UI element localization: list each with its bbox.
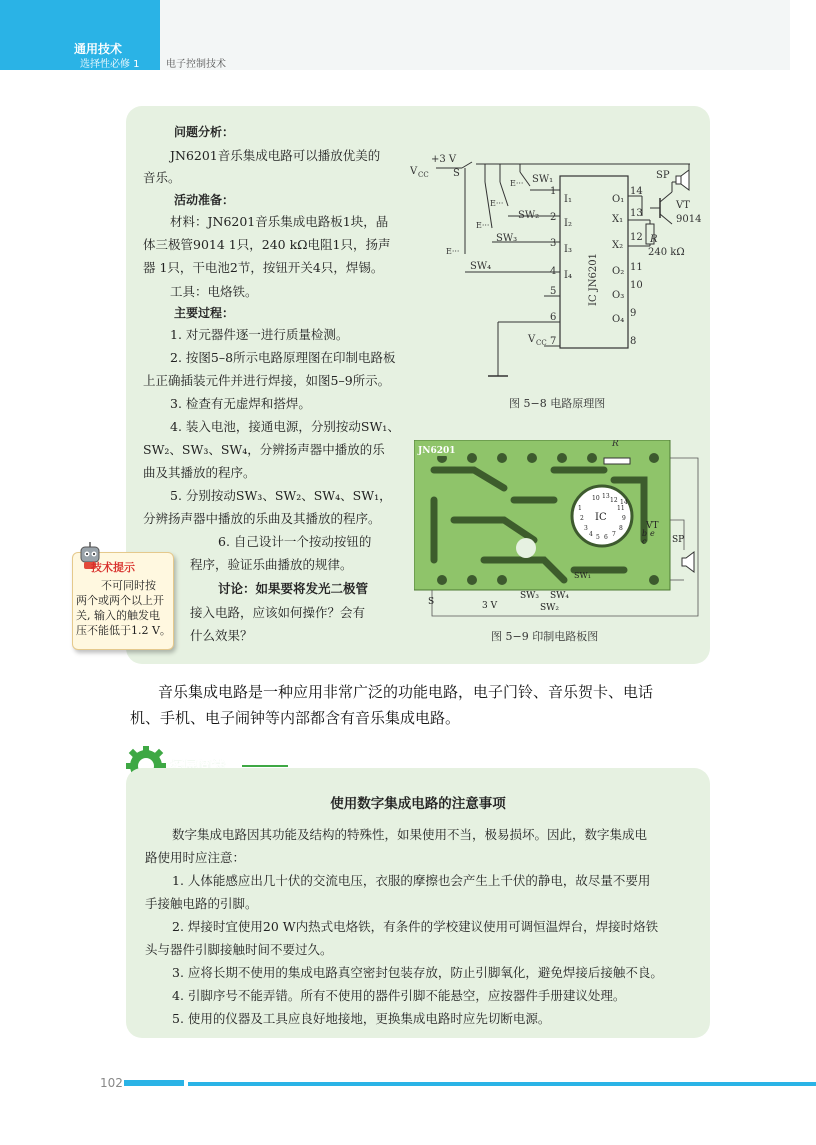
pcb-3v-label: 3 V bbox=[482, 601, 498, 611]
svg-text:O₁: O₁ bbox=[612, 194, 625, 205]
svg-text:10: 10 bbox=[630, 280, 643, 291]
svg-text:2: 2 bbox=[580, 515, 584, 522]
svg-text:1: 1 bbox=[550, 186, 557, 197]
reading-intro-1: 数字集成电路因其功能及结构的特殊性，如果使用不当，极易损坏。因此，数字集成电 bbox=[172, 827, 648, 842]
schematic-sw2-label: SW₂ bbox=[518, 210, 540, 221]
tip-line-3: 关, 输入的触发电 bbox=[76, 609, 160, 622]
pcb-board-label: JN6201 bbox=[418, 446, 456, 456]
schematic-sp-label: SP bbox=[656, 170, 670, 181]
svg-text:4: 4 bbox=[589, 531, 593, 538]
svg-text:I₁: I₁ bbox=[564, 194, 572, 205]
process-2a: 2. 按图5–8所示电路原理图在印制电路板 bbox=[170, 350, 396, 365]
discussion-1: 讨论：如果要将发光二极管 bbox=[218, 581, 369, 596]
svg-text:E···: E··· bbox=[510, 179, 524, 188]
body-line-2: 机、手机、电子闹钟等内部都含有音乐集成电路。 bbox=[130, 709, 461, 727]
schematic-sw1-label: SW₁ bbox=[532, 174, 554, 185]
header-book: 选择性必修 1 bbox=[80, 59, 140, 70]
fig59-caption: 图 5−9 印制电路板图 bbox=[491, 630, 599, 643]
body-line-1: 音乐集成电路是一种应用非常广泛的功能电路，电子门铃、音乐贺卡、电话 bbox=[158, 683, 654, 701]
svg-text:3: 3 bbox=[584, 525, 588, 532]
svg-text:E···: E··· bbox=[476, 221, 490, 230]
svg-text:5: 5 bbox=[550, 286, 557, 297]
svg-text:7: 7 bbox=[612, 531, 616, 538]
pcb-sp-label: SP bbox=[672, 535, 685, 545]
header-series: 通用技术 bbox=[74, 42, 123, 56]
svg-text:6: 6 bbox=[550, 312, 557, 323]
reading-title: 使用数字集成电路的注意事项 bbox=[330, 796, 506, 812]
svg-text:E···: E··· bbox=[490, 199, 504, 208]
svg-text:E···: E··· bbox=[446, 247, 460, 256]
svg-text:8: 8 bbox=[630, 336, 637, 347]
svg-text:O₃: O₃ bbox=[612, 290, 625, 301]
pcb-s-label: S bbox=[428, 597, 435, 607]
pcb-b-label: b bbox=[642, 529, 648, 538]
schematic-vcc-sub: CC bbox=[418, 171, 429, 179]
process-5b: 分辨扬声器中播放的乐曲及其播放的程序。 bbox=[143, 511, 381, 526]
pcb-sw1-label: SW₁ bbox=[574, 571, 591, 580]
svg-text:7: 7 bbox=[550, 336, 557, 347]
tip-card bbox=[72, 552, 174, 650]
pcb-vt-label: VT bbox=[646, 521, 659, 531]
reading-item-1a: 1. 人体能感应出几十伏的交流电压，衣服的摩擦也会产生上千伏的静电，故尽量不要用 bbox=[172, 873, 651, 888]
schematic-3v-label: +3 V bbox=[431, 154, 457, 165]
pcb-sw3-label: SW₃ bbox=[520, 591, 540, 601]
reading-item-5: 5. 使用的仪器及工具应良好地接地，更换集成电路时应先切断电源。 bbox=[172, 1011, 551, 1026]
pcb-sw2-label: SW₂ bbox=[540, 603, 560, 613]
materials-line-3: 器 1只，干电池2节，按钮开关4只，焊锡。 bbox=[143, 260, 384, 275]
reading-item-3: 3. 应将长期不使用的集成电路真空密封包装存放，防止引脚氧化，避免焊接后接触不良。 bbox=[172, 965, 663, 980]
schematic-sw3-label: SW₃ bbox=[496, 233, 518, 244]
schematic-sw4-label: SW₄ bbox=[470, 261, 492, 272]
schematic-ic-label: IC JN6201 bbox=[588, 253, 599, 306]
schematic-vcc-label: V bbox=[410, 166, 418, 177]
analysis-line-2: 音乐。 bbox=[143, 170, 181, 185]
pcb-e-label: e bbox=[650, 529, 655, 538]
tip-title: 技术提示 bbox=[91, 561, 135, 574]
svg-text:13: 13 bbox=[602, 493, 610, 500]
svg-text:14: 14 bbox=[630, 186, 643, 197]
tip-line-2: 两个或两个以上开 bbox=[76, 594, 164, 607]
fig58-caption: 图 5−8 电路原理图 bbox=[509, 397, 606, 410]
process-4a: 4. 装入电池，接通电源，分别按动SW₁、 bbox=[170, 419, 400, 434]
footer-bar-short bbox=[124, 1080, 184, 1086]
svg-text:8: 8 bbox=[619, 525, 623, 532]
process-6b: 程序，验证乐曲播放的规律。 bbox=[190, 557, 353, 572]
svg-text:CC: CC bbox=[536, 339, 547, 347]
svg-text:O₄: O₄ bbox=[612, 314, 625, 325]
footer-bar-long bbox=[188, 1082, 816, 1086]
heading-analysis: 问题分析： bbox=[174, 125, 235, 139]
svg-text:12: 12 bbox=[610, 497, 618, 504]
reading-item-4: 4. 引脚序号不能弄错。所有不使用的器件引脚不能悬空，应按器件手册建议处理。 bbox=[172, 988, 626, 1003]
schematic-r-value: 240 kΩ bbox=[648, 247, 685, 258]
schematic-vt-label: VT bbox=[676, 200, 690, 211]
analysis-line-1: JN6201音乐集成电路可以播放优美的 bbox=[170, 148, 381, 163]
process-4c: 曲及其播放的程序。 bbox=[143, 465, 256, 480]
heading-prep: 活动准备： bbox=[174, 193, 235, 207]
svg-text:10: 10 bbox=[592, 495, 600, 502]
svg-text:O₂: O₂ bbox=[612, 266, 625, 277]
pcb-ic-label: IC bbox=[595, 512, 607, 523]
svg-text:6: 6 bbox=[604, 534, 608, 541]
schematic-vt-model: 9014 bbox=[676, 214, 702, 225]
tip-line-1: 不可同时按 bbox=[101, 579, 156, 592]
svg-text:11: 11 bbox=[630, 262, 643, 273]
reading-item-2b: 头与器件引脚接触时间不要过久。 bbox=[145, 942, 333, 957]
svg-text:I₃: I₃ bbox=[564, 244, 572, 255]
circuit-schematic bbox=[410, 146, 710, 386]
pcb-r-label: R bbox=[612, 440, 619, 449]
svg-text:V: V bbox=[528, 334, 536, 345]
svg-text:14: 14 bbox=[620, 499, 628, 506]
materials-line-2: 体三极管9014 1只，240 kΩ电阻1只，扬声 bbox=[143, 237, 391, 252]
schematic-r-label: R bbox=[650, 234, 658, 245]
materials-line-1: 材料：JN6201音乐集成电路板1块，晶 bbox=[170, 214, 389, 229]
svg-text:X₂: X₂ bbox=[612, 240, 624, 251]
header-chapter: 电子控制技术 bbox=[166, 59, 226, 70]
svg-text:9: 9 bbox=[622, 515, 626, 522]
svg-text:5: 5 bbox=[596, 534, 600, 541]
process-6a: 6. 自己设计一个按动按钮的 bbox=[218, 534, 372, 549]
svg-text:3: 3 bbox=[550, 238, 557, 249]
process-2b: 上正确插装元件并进行焊接，如图5–9所示。 bbox=[143, 373, 391, 388]
pcb-c-label: c bbox=[642, 537, 647, 546]
svg-text:X₁: X₁ bbox=[612, 214, 624, 225]
svg-text:11: 11 bbox=[617, 505, 625, 512]
svg-text:I₂: I₂ bbox=[564, 218, 572, 229]
schematic-s-label: S bbox=[453, 168, 460, 179]
reading-item-2a: 2. 焊接时宜使用20 W内热式电烙铁，有条件的学校建议使用可调恒温焊台，焊接时烙铁 bbox=[172, 919, 659, 934]
process-5a: 5. 分别按动SW₃、SW₂、SW₄、SW₁， bbox=[170, 488, 392, 503]
process-3: 3. 检查有无虚焊和搭焊。 bbox=[170, 396, 311, 411]
schematic-right-pins bbox=[612, 186, 643, 347]
svg-text:4: 4 bbox=[550, 266, 557, 277]
discussion-3: 什么效果？ bbox=[190, 628, 253, 643]
reading-intro-2: 路使用时应注意： bbox=[145, 850, 246, 865]
svg-text:1: 1 bbox=[578, 505, 582, 512]
reading-item-1b: 手接触电路的引脚。 bbox=[145, 896, 258, 911]
pcb-diagram bbox=[414, 440, 710, 626]
svg-text:I₄: I₄ bbox=[564, 270, 572, 281]
tools-line: 工具：电烙铁。 bbox=[170, 284, 258, 299]
svg-text:12: 12 bbox=[630, 232, 643, 243]
discussion-2: 接入电路，应该如何操作？会有 bbox=[190, 605, 366, 620]
process-4b: SW₂、SW₃、SW₄，分辨扬声器中播放的乐 bbox=[143, 442, 385, 457]
heading-process: 主要过程： bbox=[174, 306, 235, 320]
tip-line-4: 压不能低于1.2 V。 bbox=[76, 624, 171, 637]
svg-text:9: 9 bbox=[630, 308, 637, 319]
pcb-sw4-label: SW₄ bbox=[550, 591, 570, 601]
process-1: 1. 对元器件逐一进行质量检测。 bbox=[170, 327, 349, 342]
svg-text:13: 13 bbox=[630, 208, 643, 219]
svg-text:2: 2 bbox=[550, 212, 557, 223]
page-number: 102 bbox=[100, 1076, 123, 1090]
